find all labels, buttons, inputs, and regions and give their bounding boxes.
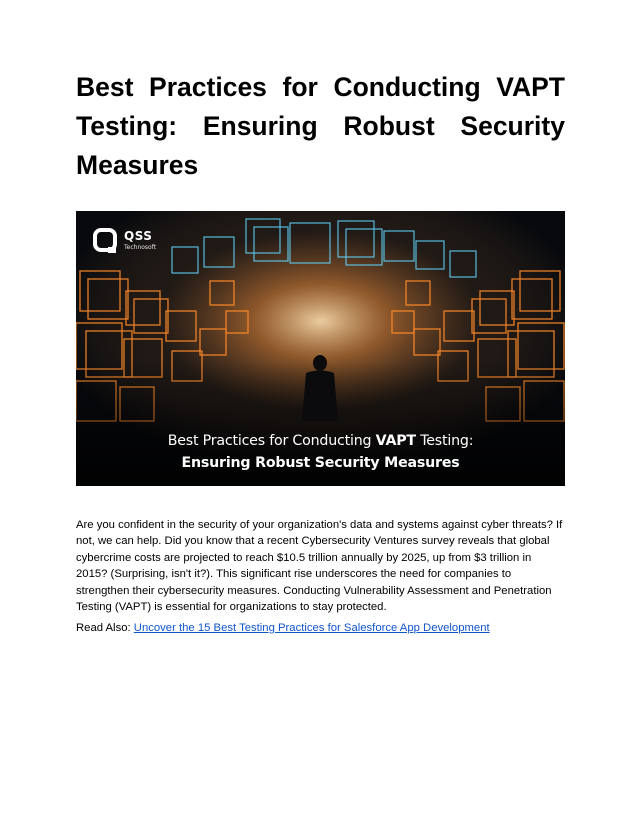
hero-caption-line-1 xyxy=(76,433,565,449)
intro-paragraph: Are you confident in the security of your organization's data and systems against cyber threats? If not, we can help. Did you know that a recent Cybersecurity Ventures survey reveals that global cybercrime costs are projected to reach $10.5 trillion annually by 2025, up from $3 trillion in 2015? (Surprising, isn't it?). This significant rise underscores the need for companies to strengthen their cybersecurity measures. Conducting Vulnerability Assessment and Penetration Testing (VAPT) is essential for organizations to stay protected. xyxy=(76,519,563,614)
hero-caption-post: Testing: xyxy=(415,433,474,449)
hero-image xyxy=(76,211,565,486)
hero-caption-pre: Best Practices for Conducting xyxy=(167,433,376,449)
hero-caption-line-2: Ensuring Robust Security Measures xyxy=(181,455,460,471)
article-title: Best Practices for Conducting VAPT Testing: Ensuring Robust Security Measures xyxy=(76,72,565,180)
read-also-label: Read Also: xyxy=(76,622,134,634)
logo-name: QSS xyxy=(124,229,153,243)
logo-subtitle: Technosoft xyxy=(124,244,157,251)
read-also xyxy=(76,620,565,636)
qss-logo-icon xyxy=(92,227,120,255)
qss-logo xyxy=(92,227,172,257)
hero-caption-bold: VAPT xyxy=(375,433,416,449)
read-also-link[interactable]: Uncover the 15 Best Testing Practices for Salesforce App Development xyxy=(133,622,490,634)
document-page xyxy=(76,0,565,826)
